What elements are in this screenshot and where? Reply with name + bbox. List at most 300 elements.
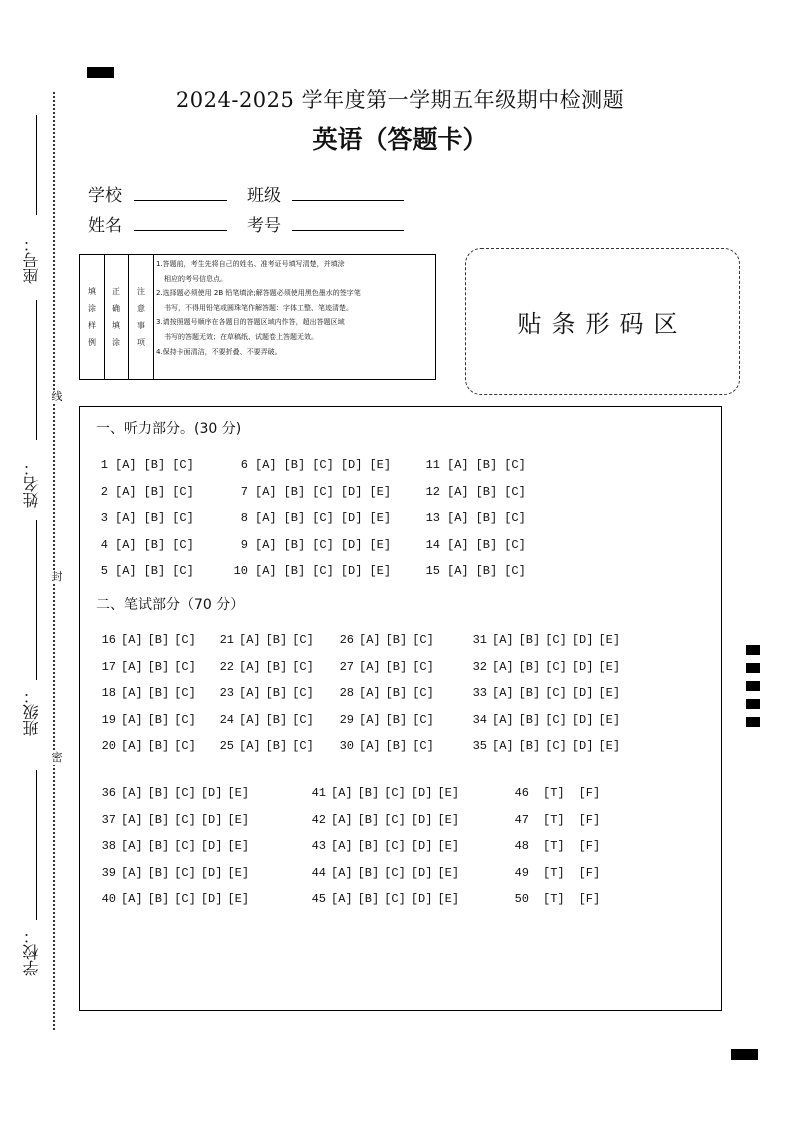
answer-option-bubble[interactable]: [B] bbox=[265, 686, 288, 700]
answer-option-bubble[interactable]: [A] bbox=[359, 686, 381, 700]
answer-option-bubble[interactable]: [B] bbox=[518, 712, 541, 727]
answer-option-bubble[interactable]: [D] bbox=[200, 892, 223, 907]
question-row bbox=[471, 739, 620, 753]
answer-option-bubble[interactable]: [C] bbox=[545, 686, 567, 700]
answer-option-bubble[interactable]: [C] bbox=[412, 633, 434, 647]
answer-option-bubble[interactable]: [C] bbox=[174, 686, 196, 700]
question-row bbox=[100, 660, 196, 674]
question-row bbox=[338, 686, 434, 700]
answer-option-bubble[interactable]: [B] bbox=[475, 458, 498, 472]
answer-option-bubble[interactable]: [B] bbox=[283, 537, 306, 552]
barcode-area: 贴条形码区 bbox=[465, 248, 740, 395]
question-number: 47 bbox=[514, 812, 529, 827]
question-number: 18 bbox=[101, 686, 116, 700]
school-field-label: 学校 bbox=[88, 186, 122, 206]
answer-option-bubble[interactable]: [B] bbox=[283, 458, 306, 472]
class-field-label: 班级 bbox=[247, 186, 281, 206]
answer-option-bubble[interactable]: [C] bbox=[384, 786, 406, 800]
answer-option-bubble[interactable]: [F] bbox=[578, 812, 601, 827]
answer-option-bubble[interactable]: [B] bbox=[475, 511, 498, 526]
answer-option-bubble[interactable]: [A] bbox=[331, 892, 353, 907]
question-row bbox=[310, 839, 459, 853]
answer-option-bubble[interactable]: [D] bbox=[410, 892, 433, 907]
answer-option-bubble[interactable]: [C] bbox=[312, 537, 334, 552]
answer-option-bubble[interactable]: [D] bbox=[200, 865, 223, 880]
answer-option-bubble[interactable]: [A] bbox=[255, 458, 277, 472]
answer-option-bubble[interactable]: [A] bbox=[121, 892, 143, 907]
answer-option-bubble[interactable]: [B] bbox=[265, 712, 288, 727]
answer-option-bubble[interactable]: [A] bbox=[255, 537, 277, 552]
question-number: 19 bbox=[101, 712, 116, 727]
question-number: 1 bbox=[100, 458, 108, 472]
answer-option-bubble[interactable]: [B] bbox=[518, 633, 541, 647]
school-line bbox=[36, 770, 37, 920]
answer-option-bubble[interactable]: [B] bbox=[143, 511, 166, 526]
question-row bbox=[228, 564, 391, 578]
question-number: 26 bbox=[339, 633, 354, 647]
question-row bbox=[96, 564, 194, 578]
question-row bbox=[338, 633, 434, 647]
question-row bbox=[310, 866, 459, 880]
answer-option-bubble[interactable]: [E] bbox=[598, 659, 621, 674]
answer-option-bubble[interactable]: [F] bbox=[578, 865, 601, 880]
question-row bbox=[218, 713, 314, 727]
question-number: 16 bbox=[101, 633, 116, 647]
answer-option-bubble[interactable]: [C] bbox=[504, 564, 526, 579]
answer-option-bubble[interactable]: [D] bbox=[200, 812, 223, 827]
answer-option-bubble[interactable]: [C] bbox=[172, 458, 194, 472]
answer-option-bubble[interactable]: [C] bbox=[504, 537, 526, 552]
question-row bbox=[218, 633, 314, 647]
answer-option-bubble[interactable]: [C] bbox=[312, 458, 334, 472]
answer-option-bubble[interactable]: [A] bbox=[121, 659, 143, 674]
answer-option-bubble[interactable]: [F] bbox=[578, 786, 601, 800]
answer-option-bubble[interactable]: [B] bbox=[385, 686, 408, 700]
answer-option-bubble[interactable]: [A] bbox=[121, 633, 143, 647]
answer-option-bubble[interactable]: [B] bbox=[265, 633, 288, 647]
answer-option-bubble[interactable]: [C] bbox=[545, 633, 567, 647]
question-row bbox=[513, 786, 600, 800]
answer-option-bubble[interactable]: [B] bbox=[475, 484, 498, 499]
answer-option-bubble[interactable]: [B] bbox=[385, 659, 408, 674]
answer-option-bubble[interactable]: [C] bbox=[174, 892, 196, 907]
bottom-right-position-mark bbox=[731, 1049, 758, 1060]
question-row bbox=[471, 713, 620, 727]
answer-option-bubble[interactable]: [C] bbox=[172, 564, 194, 579]
answer-option-bubble[interactable]: [A] bbox=[447, 458, 469, 472]
answer-option-bubble[interactable]: [E] bbox=[227, 786, 250, 800]
question-number: 12 bbox=[425, 484, 440, 499]
answer-option-bubble[interactable]: [D] bbox=[571, 686, 594, 700]
answer-option-bubble[interactable]: [D] bbox=[410, 865, 433, 880]
answer-option-bubble[interactable]: [D] bbox=[340, 564, 363, 579]
question-number: 30 bbox=[339, 739, 354, 753]
answer-option-bubble[interactable]: [A] bbox=[492, 659, 514, 674]
name-line bbox=[36, 300, 37, 440]
exam-no-field-line[interactable] bbox=[292, 230, 404, 231]
instruction-column-char: 注 bbox=[137, 287, 145, 296]
question-number: 7 bbox=[240, 484, 248, 499]
question-row bbox=[100, 786, 249, 800]
answer-option-bubble[interactable]: [C] bbox=[174, 839, 196, 854]
question-number: 21 bbox=[219, 633, 234, 647]
answer-option-bubble[interactable]: [C] bbox=[292, 739, 314, 753]
answer-option-bubble[interactable]: [E] bbox=[227, 865, 250, 880]
answer-option-bubble[interactable]: [B] bbox=[357, 839, 380, 854]
answer-option-bubble[interactable]: [A] bbox=[492, 739, 514, 753]
answer-option-bubble[interactable]: [C] bbox=[292, 659, 314, 674]
question-number: 36 bbox=[101, 786, 116, 800]
answer-option-bubble[interactable]: [D] bbox=[571, 633, 594, 647]
question-number: 2 bbox=[100, 484, 108, 499]
answer-option-bubble[interactable]: [A] bbox=[255, 484, 277, 499]
answer-option-bubble[interactable]: [C] bbox=[312, 484, 334, 499]
question-row bbox=[420, 564, 526, 578]
answer-option-bubble[interactable]: [A] bbox=[121, 712, 143, 727]
answer-option-bubble[interactable]: [A] bbox=[331, 786, 353, 800]
answer-option-bubble[interactable]: [D] bbox=[340, 484, 363, 499]
instruction-column-char: 例 bbox=[88, 338, 96, 347]
answer-option-bubble[interactable]: [A] bbox=[255, 511, 277, 526]
answer-option-bubble[interactable]: [B] bbox=[357, 892, 380, 907]
exam-title: 2024-2025 学年度第一学期五年级期中检测题 bbox=[175, 88, 625, 112]
answer-option-bubble[interactable]: [D] bbox=[571, 659, 594, 674]
answer-option-bubble[interactable]: [F] bbox=[578, 839, 601, 854]
question-number: 44 bbox=[311, 865, 326, 880]
answer-option-bubble[interactable]: [C] bbox=[412, 712, 434, 727]
answer-option-bubble[interactable]: [D] bbox=[410, 812, 433, 827]
instruction-line: 书写，不得用铅笔或圆珠笔作解答题：字体工整、笔迹清楚。 bbox=[164, 303, 353, 312]
answer-option-bubble[interactable]: [A] bbox=[359, 633, 381, 647]
answer-option-bubble[interactable]: [A] bbox=[331, 865, 353, 880]
answer-option-bubble[interactable]: [B] bbox=[518, 686, 541, 700]
class-line bbox=[36, 520, 37, 680]
question-row bbox=[218, 739, 314, 753]
question-number: 8 bbox=[240, 511, 248, 526]
answer-option-bubble[interactable]: [A] bbox=[121, 812, 143, 827]
answer-option-bubble[interactable]: [B] bbox=[385, 633, 408, 647]
answer-option-bubble[interactable]: [D] bbox=[410, 839, 433, 854]
answer-option-bubble[interactable]: [F] bbox=[578, 892, 601, 907]
question-number: 40 bbox=[101, 892, 116, 907]
answer-option-bubble[interactable]: [C] bbox=[545, 712, 567, 727]
answer-option-bubble[interactable]: [C] bbox=[172, 484, 194, 499]
question-row bbox=[228, 458, 391, 472]
answer-option-bubble[interactable]: [A] bbox=[115, 458, 137, 472]
answer-option-bubble[interactable]: [B] bbox=[357, 786, 380, 800]
question-number: 32 bbox=[472, 659, 487, 674]
question-row bbox=[338, 739, 434, 753]
answer-option-bubble[interactable]: [A] bbox=[239, 739, 261, 753]
instruction-column-char: 填 bbox=[112, 321, 120, 330]
answer-option-bubble[interactable]: [C] bbox=[384, 892, 406, 907]
question-row bbox=[513, 839, 600, 853]
answer-option-bubble[interactable]: [C] bbox=[172, 537, 194, 552]
answer-option-bubble[interactable]: [E] bbox=[227, 812, 250, 827]
answer-option-bubble[interactable]: [C] bbox=[174, 812, 196, 827]
answer-option-bubble[interactable]: [C] bbox=[412, 686, 434, 700]
question-number: 34 bbox=[472, 712, 487, 727]
question-number: 10 bbox=[233, 564, 248, 579]
answer-option-bubble[interactable]: [C] bbox=[504, 458, 526, 472]
answer-option-bubble[interactable]: [B] bbox=[265, 659, 288, 674]
answer-option-bubble[interactable]: [C] bbox=[384, 865, 406, 880]
answer-option-bubble[interactable]: [D] bbox=[571, 712, 594, 727]
answer-option-bubble[interactable]: [B] bbox=[147, 839, 170, 854]
answer-option-bubble[interactable]: [B] bbox=[357, 865, 380, 880]
question-number: 3 bbox=[100, 511, 108, 526]
answer-option-bubble[interactable]: [A] bbox=[115, 511, 137, 526]
seal-char-feng: 封 bbox=[51, 570, 63, 583]
answer-option-bubble[interactable]: [E] bbox=[227, 839, 250, 854]
answer-option-bubble[interactable]: [C] bbox=[412, 659, 434, 674]
answer-option-bubble[interactable]: [C] bbox=[384, 812, 406, 827]
answer-option-bubble[interactable]: [A] bbox=[239, 659, 261, 674]
answer-option-bubble[interactable]: [C] bbox=[545, 739, 567, 753]
question-number: 45 bbox=[311, 892, 326, 907]
question-row bbox=[471, 660, 620, 674]
question-row bbox=[100, 892, 249, 906]
answer-option-bubble[interactable]: [A] bbox=[115, 484, 137, 499]
top-left-position-mark bbox=[87, 67, 114, 78]
answer-option-bubble[interactable]: [T] bbox=[543, 892, 565, 907]
answer-option-bubble[interactable]: [A] bbox=[359, 712, 381, 727]
answer-option-bubble[interactable]: [E] bbox=[437, 839, 460, 854]
answer-option-bubble[interactable]: [C] bbox=[174, 739, 196, 753]
answer-option-bubble[interactable]: [E] bbox=[437, 892, 460, 907]
timing-mark bbox=[746, 717, 760, 727]
answer-option-bubble[interactable]: [D] bbox=[200, 839, 223, 854]
answer-option-bubble[interactable]: [B] bbox=[147, 659, 170, 674]
answer-option-bubble[interactable]: [D] bbox=[340, 511, 363, 526]
answer-option-bubble[interactable]: [C] bbox=[174, 633, 196, 647]
answer-option-bubble[interactable]: [B] bbox=[143, 484, 166, 499]
question-row bbox=[310, 813, 459, 827]
answer-option-bubble[interactable]: [D] bbox=[200, 786, 223, 800]
answer-option-bubble[interactable]: [E] bbox=[369, 564, 392, 579]
answer-option-bubble[interactable]: [A] bbox=[331, 812, 353, 827]
exam-no-field-label: 考号 bbox=[247, 216, 281, 236]
answer-option-bubble[interactable]: [A] bbox=[239, 712, 261, 727]
question-row bbox=[420, 458, 526, 472]
question-row bbox=[420, 511, 526, 525]
answer-option-bubble[interactable]: [D] bbox=[340, 458, 363, 472]
name-field-label: 姓名 bbox=[88, 216, 122, 236]
question-number: 31 bbox=[472, 633, 487, 647]
answer-option-bubble[interactable]: [B] bbox=[385, 739, 408, 753]
answer-option-bubble[interactable]: [E] bbox=[437, 812, 460, 827]
answer-option-bubble[interactable]: [A] bbox=[121, 739, 143, 753]
seal-char-xian: 线 bbox=[51, 390, 63, 403]
answer-option-bubble[interactable]: [B] bbox=[283, 484, 306, 499]
question-number: 22 bbox=[219, 659, 234, 674]
question-number: 35 bbox=[472, 739, 487, 753]
answer-option-bubble[interactable]: [B] bbox=[518, 739, 541, 753]
answer-option-bubble[interactable]: [E] bbox=[598, 686, 621, 700]
answer-option-bubble[interactable]: [E] bbox=[227, 892, 250, 907]
question-row bbox=[513, 892, 600, 906]
name-field-line[interactable] bbox=[134, 230, 227, 231]
question-number: 43 bbox=[311, 839, 326, 854]
answer-option-bubble[interactable]: [B] bbox=[357, 812, 380, 827]
answer-option-bubble[interactable]: [A] bbox=[115, 564, 137, 579]
question-row bbox=[96, 485, 194, 499]
answer-option-bubble[interactable]: [A] bbox=[115, 537, 137, 552]
answer-option-bubble[interactable]: [E] bbox=[369, 511, 392, 526]
question-row bbox=[420, 485, 526, 499]
answer-option-bubble[interactable]: [D] bbox=[410, 786, 433, 800]
question-row bbox=[310, 786, 459, 800]
answer-option-bubble[interactable]: [A] bbox=[492, 712, 514, 727]
answer-option-bubble[interactable]: [C] bbox=[312, 564, 334, 579]
answer-option-bubble[interactable]: [B] bbox=[475, 537, 498, 552]
answer-option-bubble[interactable]: [D] bbox=[571, 739, 594, 753]
question-number: 17 bbox=[101, 659, 116, 674]
answer-option-bubble[interactable]: [A] bbox=[121, 786, 143, 800]
answer-option-bubble[interactable]: [E] bbox=[598, 739, 621, 753]
timing-mark bbox=[746, 663, 760, 673]
answer-option-bubble[interactable]: [A] bbox=[447, 511, 469, 526]
answer-option-bubble[interactable]: [A] bbox=[121, 839, 143, 854]
question-row bbox=[471, 633, 620, 647]
instruction-column-char: 正 bbox=[112, 287, 120, 296]
answer-option-bubble[interactable]: [B] bbox=[265, 739, 288, 753]
answer-option-bubble[interactable]: [B] bbox=[147, 812, 170, 827]
seat-line bbox=[36, 115, 37, 215]
answer-option-bubble[interactable]: [E] bbox=[369, 537, 392, 552]
answer-option-bubble[interactable]: [T] bbox=[543, 839, 565, 854]
answer-option-bubble[interactable]: [C] bbox=[174, 712, 196, 727]
answer-option-bubble[interactable]: [C] bbox=[384, 839, 406, 854]
answer-option-bubble[interactable]: [B] bbox=[147, 786, 170, 800]
answer-option-bubble[interactable]: [A] bbox=[239, 686, 261, 700]
answer-option-bubble[interactable]: [A] bbox=[239, 633, 261, 647]
answer-option-bubble[interactable]: [T] bbox=[543, 812, 565, 827]
answer-option-bubble[interactable]: [E] bbox=[598, 712, 621, 727]
answer-option-bubble[interactable]: [C] bbox=[174, 865, 196, 880]
question-number: 13 bbox=[425, 511, 440, 526]
question-number: 15 bbox=[425, 564, 440, 579]
question-number: 33 bbox=[472, 686, 487, 700]
answer-option-bubble[interactable]: [C] bbox=[412, 739, 434, 753]
answer-option-bubble[interactable]: [B] bbox=[143, 458, 166, 472]
instructions-table bbox=[79, 254, 436, 380]
answer-option-bubble[interactable]: [E] bbox=[437, 865, 460, 880]
seal-char-mi: 密 bbox=[51, 751, 63, 764]
answer-option-bubble[interactable]: [C] bbox=[312, 511, 334, 526]
listening-section-title: 一、听力部分。(30 分) bbox=[96, 421, 242, 437]
instruction-line: 2.选择题必须使用 2B 铅笔填涂;解答题必须使用黑色墨水的签字笔 bbox=[156, 289, 361, 298]
answer-option-bubble[interactable]: [E] bbox=[369, 484, 392, 499]
question-row bbox=[420, 538, 526, 552]
school-label: 学校： bbox=[22, 928, 41, 976]
answer-option-bubble[interactable]: [A] bbox=[359, 739, 381, 753]
question-row bbox=[513, 866, 600, 880]
instruction-line: 4.保持卡面清洁，不要折叠、不要弄破。 bbox=[156, 347, 282, 356]
answer-option-bubble[interactable]: [B] bbox=[147, 712, 170, 727]
answer-option-bubble[interactable]: [B] bbox=[518, 659, 541, 674]
answer-option-bubble[interactable]: [T] bbox=[543, 786, 565, 800]
correct-fill-column bbox=[104, 255, 129, 379]
answer-option-bubble[interactable]: [A] bbox=[359, 659, 381, 674]
question-number: 9 bbox=[240, 537, 248, 552]
question-number: 49 bbox=[514, 865, 529, 880]
instruction-column-char: 项 bbox=[137, 338, 145, 347]
question-number: 23 bbox=[219, 686, 234, 700]
answer-option-bubble[interactable]: [B] bbox=[147, 739, 170, 753]
answer-option-bubble[interactable]: [E] bbox=[437, 786, 460, 800]
answer-option-bubble[interactable]: [B] bbox=[283, 564, 306, 579]
question-row bbox=[96, 458, 194, 472]
answer-option-bubble[interactable]: [B] bbox=[147, 892, 170, 907]
question-row bbox=[100, 839, 249, 853]
answer-option-bubble[interactable]: [C] bbox=[292, 633, 314, 647]
answer-option-bubble[interactable]: [C] bbox=[174, 659, 196, 674]
answer-option-bubble[interactable]: [B] bbox=[475, 564, 498, 579]
question-row bbox=[310, 892, 459, 906]
answer-option-bubble[interactable]: [B] bbox=[147, 633, 170, 647]
answer-option-bubble[interactable]: [B] bbox=[385, 712, 408, 727]
answer-option-bubble[interactable]: [B] bbox=[283, 511, 306, 526]
question-number: 25 bbox=[219, 739, 234, 753]
answer-option-bubble[interactable]: [C] bbox=[292, 686, 314, 700]
answer-option-bubble[interactable]: [A] bbox=[447, 484, 469, 499]
answer-option-bubble[interactable]: [E] bbox=[598, 633, 621, 647]
answer-option-bubble[interactable]: [C] bbox=[504, 484, 526, 499]
question-row bbox=[100, 866, 249, 880]
question-number: 29 bbox=[339, 712, 354, 727]
timing-mark bbox=[746, 645, 760, 655]
answer-option-bubble[interactable]: [E] bbox=[369, 458, 392, 472]
answer-option-bubble[interactable]: [B] bbox=[143, 564, 166, 579]
question-number: 50 bbox=[514, 892, 529, 907]
answer-option-bubble[interactable]: [A] bbox=[447, 564, 469, 579]
answer-option-bubble[interactable]: [B] bbox=[147, 686, 170, 700]
answer-option-bubble[interactable]: [A] bbox=[121, 686, 143, 700]
answer-option-bubble[interactable]: [C] bbox=[174, 786, 196, 800]
question-number: 46 bbox=[514, 786, 529, 800]
question-number: 20 bbox=[101, 739, 116, 753]
school-field-line[interactable] bbox=[134, 200, 227, 201]
answer-option-bubble[interactable]: [D] bbox=[340, 537, 363, 552]
answer-option-bubble[interactable]: [A] bbox=[492, 686, 514, 700]
answer-option-bubble[interactable]: [T] bbox=[543, 865, 565, 880]
answer-option-bubble[interactable]: [C] bbox=[545, 659, 567, 674]
answer-option-bubble[interactable]: [B] bbox=[143, 537, 166, 552]
instruction-column-char: 涂 bbox=[88, 304, 96, 313]
answer-option-bubble[interactable]: [A] bbox=[255, 564, 277, 579]
question-number: 6 bbox=[240, 458, 248, 472]
question-row bbox=[96, 538, 194, 552]
answer-option-bubble[interactable]: [C] bbox=[292, 712, 314, 727]
question-number: 28 bbox=[339, 686, 354, 700]
instructions-list bbox=[156, 257, 432, 359]
answer-option-bubble[interactable]: [A] bbox=[121, 865, 143, 880]
answer-option-bubble[interactable]: [A] bbox=[447, 537, 469, 552]
exam-subtitle: 英语（答题卡） bbox=[312, 125, 488, 154]
answer-option-bubble[interactable]: [B] bbox=[147, 865, 170, 880]
question-number: 11 bbox=[425, 458, 440, 472]
answer-option-bubble[interactable]: [C] bbox=[504, 511, 526, 526]
answer-option-bubble[interactable]: [C] bbox=[172, 511, 194, 526]
question-number: 14 bbox=[425, 537, 440, 552]
answer-option-bubble[interactable]: [A] bbox=[331, 839, 353, 854]
question-row bbox=[228, 538, 391, 552]
question-row bbox=[100, 686, 196, 700]
answer-option-bubble[interactable]: [A] bbox=[492, 633, 514, 647]
class-field-line[interactable] bbox=[292, 200, 404, 201]
question-number: 42 bbox=[311, 812, 326, 827]
